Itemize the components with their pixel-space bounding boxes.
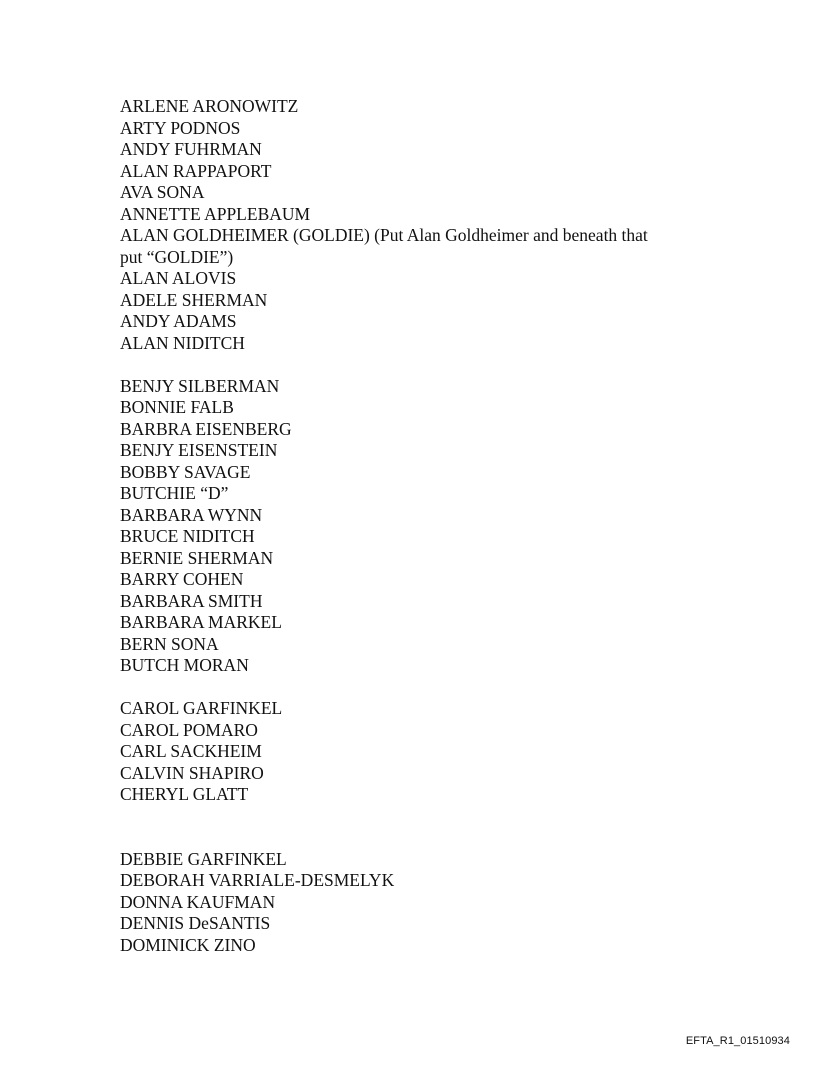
list-item: AVA SONA: [120, 182, 205, 202]
list-item: DEBBIE GARFINKEL: [120, 848, 287, 869]
group-spacer: [120, 806, 720, 849]
list-item: CHERYL GLATT: [120, 784, 249, 804]
list-item: CAROL POMARO: [120, 719, 258, 740]
name-list: [120, 96, 720, 956]
list-item: DONNA KAUFMAN: [120, 891, 276, 912]
list-item: CAROL GARFINKEL: [120, 698, 283, 718]
list-item: ANDY ADAMS: [120, 311, 237, 331]
list-item: CARL SACKHEIM: [120, 741, 262, 761]
list-item: put “GOLDIE”): [120, 246, 234, 267]
list-item: BARBARA MARKEL: [120, 612, 282, 632]
list-item: BARBRA EISENBERG: [120, 418, 292, 439]
list-item: BARBARA SMITH: [120, 590, 263, 611]
list-item: CALVIN SHAPIRO: [120, 762, 264, 783]
list-item: ANNETTE APPLEBAUM: [120, 203, 311, 224]
list-item: ARLENE ARONOWITZ: [120, 96, 299, 116]
document-id-stamp: EFTA_R1_01510934: [685, 1035, 790, 1047]
list-item: ADELE SHERMAN: [120, 289, 268, 310]
list-item: ALAN GOLDHEIMER (GOLDIE) (Put Alan Goldheimer and beneath that: [120, 225, 648, 245]
list-item: ALAN NIDITCH: [120, 332, 245, 353]
list-item: BERNIE SHERMAN: [120, 547, 274, 568]
list-item: BUTCHIE “D”: [120, 483, 229, 503]
list-item: BUTCH MORAN: [120, 655, 249, 675]
list-item: ANDY FUHRMAN: [120, 139, 262, 159]
group-spacer: [120, 354, 720, 376]
list-item: BENJY EISENSTEIN: [120, 440, 278, 460]
list-item: BARBARA WYNN: [120, 504, 263, 525]
list-item: DEBORAH VARRIALE-DESMELYK: [120, 870, 395, 890]
group-spacer: [120, 677, 720, 699]
list-item: DENNIS DeSANTIS: [120, 913, 271, 933]
list-item: BONNIE FALB: [120, 397, 234, 417]
list-item: BERN SONA: [120, 633, 219, 654]
list-item: BRUCE NIDITCH: [120, 526, 255, 546]
list-item: ALAN RAPPAPORT: [120, 160, 272, 181]
list-item: BARRY COHEN: [120, 569, 244, 589]
list-item: BENJY SILBERMAN: [120, 375, 280, 396]
list-item: ALAN ALOVIS: [120, 268, 237, 288]
list-item: ARTY PODNOS: [120, 117, 241, 138]
list-item: DOMINICK ZINO: [120, 934, 256, 955]
list-item: BOBBY SAVAGE: [120, 461, 251, 482]
